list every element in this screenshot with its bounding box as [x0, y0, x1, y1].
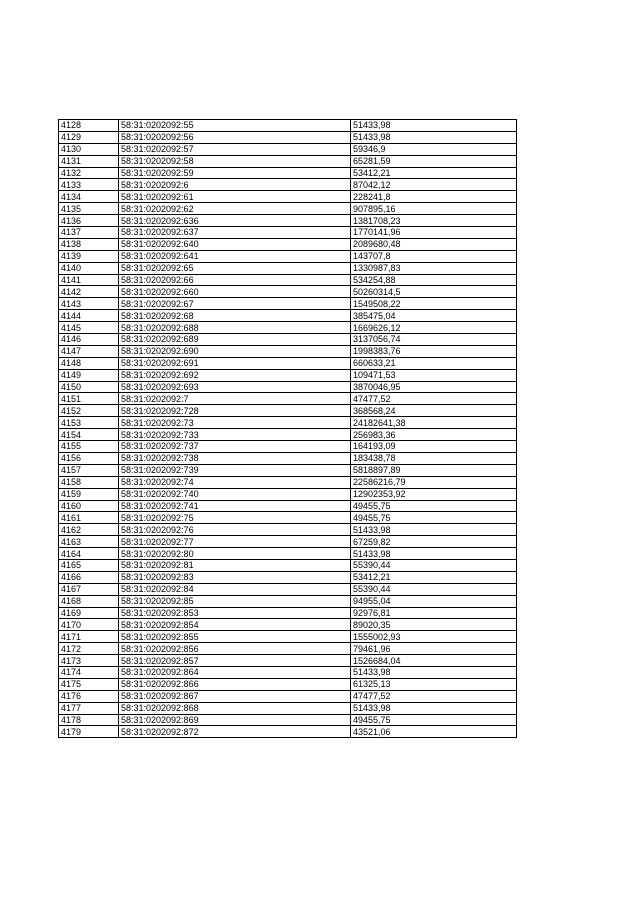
- value-cell: 67259,82: [351, 536, 517, 548]
- table-row: [59, 500, 517, 512]
- table-row: [59, 155, 517, 167]
- table-row: [59, 131, 517, 143]
- cadastral-number-cell: 58:31:0202092:691: [119, 357, 351, 369]
- cadastral-number-cell: 58:31:0202092:856: [119, 643, 351, 655]
- value-cell: 1526684,04: [351, 655, 517, 667]
- value-cell: 143707,8: [351, 250, 517, 262]
- value-cell: 164193,09: [351, 441, 517, 453]
- row-number-cell: 4179: [59, 726, 119, 738]
- cadastral-number-cell: 58:31:0202092:637: [119, 227, 351, 239]
- row-number-cell: 4152: [59, 405, 119, 417]
- row-number-cell: 4149: [59, 369, 119, 381]
- row-number-cell: 4148: [59, 357, 119, 369]
- row-number-cell: 4137: [59, 227, 119, 239]
- cadastral-number-cell: 58:31:0202092:58: [119, 155, 351, 167]
- value-cell: 368568,24: [351, 405, 517, 417]
- value-cell: 47477,52: [351, 393, 517, 405]
- row-number-cell: 4130: [59, 143, 119, 155]
- table-row: [59, 143, 517, 155]
- row-number-cell: 4163: [59, 536, 119, 548]
- cadastral-number-cell: 58:31:0202092:733: [119, 429, 351, 441]
- value-cell: 79461,96: [351, 643, 517, 655]
- cadastral-number-cell: 58:31:0202092:56: [119, 131, 351, 143]
- table-row: [59, 250, 517, 262]
- row-number-cell: 4146: [59, 334, 119, 346]
- table-row: [59, 381, 517, 393]
- table-row: [59, 286, 517, 298]
- row-number-cell: 4156: [59, 452, 119, 464]
- cadastral-number-cell: 58:31:0202092:690: [119, 345, 351, 357]
- row-number-cell: 4161: [59, 512, 119, 524]
- row-number-cell: 4173: [59, 655, 119, 667]
- table-row: [59, 702, 517, 714]
- value-cell: 53412,21: [351, 167, 517, 179]
- table-body: [59, 120, 517, 738]
- table-row: [59, 227, 517, 239]
- cadastral-number-cell: 58:31:0202092:85: [119, 595, 351, 607]
- cadastral-number-cell: 58:31:0202092:660: [119, 286, 351, 298]
- table-row: [59, 536, 517, 548]
- table-row: [59, 583, 517, 595]
- value-cell: 1549508,22: [351, 298, 517, 310]
- cadastral-number-cell: 58:31:0202092:65: [119, 262, 351, 274]
- value-cell: 53412,21: [351, 571, 517, 583]
- cadastral-number-cell: 58:31:0202092:84: [119, 583, 351, 595]
- value-cell: 47477,52: [351, 690, 517, 702]
- cadastral-number-cell: 58:31:0202092:737: [119, 441, 351, 453]
- row-number-cell: 4133: [59, 179, 119, 191]
- value-cell: 51433,98: [351, 702, 517, 714]
- table-row: [59, 417, 517, 429]
- cadastral-number-cell: 58:31:0202092:867: [119, 690, 351, 702]
- cadastral-number-cell: 58:31:0202092:739: [119, 464, 351, 476]
- cadastral-number-cell: 58:31:0202092:854: [119, 619, 351, 631]
- cadastral-number-cell: 58:31:0202092:853: [119, 607, 351, 619]
- value-cell: 3137056,74: [351, 334, 517, 346]
- value-cell: 1669626,12: [351, 322, 517, 334]
- row-number-cell: 4143: [59, 298, 119, 310]
- row-number-cell: 4129: [59, 131, 119, 143]
- value-cell: 55390,44: [351, 583, 517, 595]
- value-cell: 1381708,23: [351, 215, 517, 227]
- value-cell: 22586216,79: [351, 476, 517, 488]
- value-cell: 49455,75: [351, 714, 517, 726]
- cadastral-number-cell: 58:31:0202092:640: [119, 238, 351, 250]
- row-number-cell: 4164: [59, 548, 119, 560]
- value-cell: 65281,59: [351, 155, 517, 167]
- row-number-cell: 4141: [59, 274, 119, 286]
- row-number-cell: 4167: [59, 583, 119, 595]
- table-row: [59, 334, 517, 346]
- value-cell: 49455,75: [351, 500, 517, 512]
- row-number-cell: 4162: [59, 524, 119, 536]
- row-number-cell: 4158: [59, 476, 119, 488]
- row-number-cell: 4177: [59, 702, 119, 714]
- table-row: [59, 690, 517, 702]
- table-row: [59, 405, 517, 417]
- cadastral-number-cell: 58:31:0202092:59: [119, 167, 351, 179]
- table-row: [59, 441, 517, 453]
- row-number-cell: 4144: [59, 310, 119, 322]
- value-cell: 12902353,92: [351, 488, 517, 500]
- value-cell: 51433,98: [351, 131, 517, 143]
- cadastral-number-cell: 58:31:0202092:864: [119, 666, 351, 678]
- value-cell: 228241,8: [351, 191, 517, 203]
- value-cell: 51433,98: [351, 548, 517, 560]
- table-row: [59, 393, 517, 405]
- row-number-cell: 4145: [59, 322, 119, 334]
- table-row: [59, 488, 517, 500]
- row-number-cell: 4160: [59, 500, 119, 512]
- table-row: [59, 619, 517, 631]
- cadastral-number-cell: 58:31:0202092:6: [119, 179, 351, 191]
- table-row: [59, 512, 517, 524]
- cadastral-number-cell: 58:31:0202092:66: [119, 274, 351, 286]
- cadastral-number-cell: 58:31:0202092:857: [119, 655, 351, 667]
- value-cell: 87042,12: [351, 179, 517, 191]
- table-row: [59, 167, 517, 179]
- row-number-cell: 4142: [59, 286, 119, 298]
- value-cell: 51433,98: [351, 524, 517, 536]
- cadastral-number-cell: 58:31:0202092:77: [119, 536, 351, 548]
- cadastral-number-cell: 58:31:0202092:74: [119, 476, 351, 488]
- value-cell: 89020,35: [351, 619, 517, 631]
- table-row: [59, 238, 517, 250]
- cadastral-number-cell: 58:31:0202092:866: [119, 678, 351, 690]
- data-table: [58, 119, 517, 738]
- table-row: [59, 714, 517, 726]
- row-number-cell: 4170: [59, 619, 119, 631]
- row-number-cell: 4136: [59, 215, 119, 227]
- cadastral-number-cell: 58:31:0202092:57: [119, 143, 351, 155]
- table-row: [59, 726, 517, 738]
- value-cell: 49455,75: [351, 512, 517, 524]
- cadastral-number-cell: 58:31:0202092:55: [119, 120, 351, 132]
- table-row: [59, 595, 517, 607]
- cadastral-number-cell: 58:31:0202092:689: [119, 334, 351, 346]
- value-cell: 109471,53: [351, 369, 517, 381]
- row-number-cell: 4139: [59, 250, 119, 262]
- row-number-cell: 4134: [59, 191, 119, 203]
- table-row: [59, 524, 517, 536]
- value-cell: 660633,21: [351, 357, 517, 369]
- table-row: [59, 643, 517, 655]
- value-cell: 1330987,83: [351, 262, 517, 274]
- table-row: [59, 429, 517, 441]
- cadastral-number-cell: 58:31:0202092:738: [119, 452, 351, 464]
- row-number-cell: 4155: [59, 441, 119, 453]
- cadastral-number-cell: 58:31:0202092:872: [119, 726, 351, 738]
- row-number-cell: 4131: [59, 155, 119, 167]
- cadastral-number-cell: 58:31:0202092:741: [119, 500, 351, 512]
- row-number-cell: 4178: [59, 714, 119, 726]
- row-number-cell: 4150: [59, 381, 119, 393]
- row-number-cell: 4168: [59, 595, 119, 607]
- table-row: [59, 655, 517, 667]
- table-row: [59, 548, 517, 560]
- value-cell: 183438,78: [351, 452, 517, 464]
- table-row: [59, 607, 517, 619]
- cadastral-number-cell: 58:31:0202092:728: [119, 405, 351, 417]
- table-row: [59, 631, 517, 643]
- value-cell: 59346,9: [351, 143, 517, 155]
- table-row: [59, 357, 517, 369]
- row-number-cell: 4147: [59, 345, 119, 357]
- cadastral-number-cell: 58:31:0202092:67: [119, 298, 351, 310]
- cadastral-number-cell: 58:31:0202092:76: [119, 524, 351, 536]
- cadastral-number-cell: 58:31:0202092:636: [119, 215, 351, 227]
- table-row: [59, 191, 517, 203]
- row-number-cell: 4128: [59, 120, 119, 132]
- cadastral-number-cell: 58:31:0202092:868: [119, 702, 351, 714]
- table-row: [59, 571, 517, 583]
- value-cell: 61325,13: [351, 678, 517, 690]
- table-row: [59, 179, 517, 191]
- row-number-cell: 4140: [59, 262, 119, 274]
- value-cell: 1555002,93: [351, 631, 517, 643]
- table-row: [59, 203, 517, 215]
- value-cell: 51433,98: [351, 120, 517, 132]
- row-number-cell: 4157: [59, 464, 119, 476]
- cadastral-number-cell: 58:31:0202092:75: [119, 512, 351, 524]
- table-row: [59, 464, 517, 476]
- row-number-cell: 4135: [59, 203, 119, 215]
- row-number-cell: 4154: [59, 429, 119, 441]
- cadastral-number-cell: 58:31:0202092:740: [119, 488, 351, 500]
- value-cell: 94955,04: [351, 595, 517, 607]
- value-cell: 1770141,96: [351, 227, 517, 239]
- value-cell: 385475,04: [351, 310, 517, 322]
- table-row: [59, 322, 517, 334]
- value-cell: 51433,98: [351, 666, 517, 678]
- cadastral-number-cell: 58:31:0202092:869: [119, 714, 351, 726]
- row-number-cell: 4132: [59, 167, 119, 179]
- row-number-cell: 4159: [59, 488, 119, 500]
- row-number-cell: 4174: [59, 666, 119, 678]
- row-number-cell: 4153: [59, 417, 119, 429]
- cadastral-number-cell: 58:31:0202092:83: [119, 571, 351, 583]
- cadastral-number-cell: 58:31:0202092:62: [119, 203, 351, 215]
- value-cell: 256983,36: [351, 429, 517, 441]
- row-number-cell: 4169: [59, 607, 119, 619]
- cadastral-number-cell: 58:31:0202092:61: [119, 191, 351, 203]
- value-cell: 24182641,38: [351, 417, 517, 429]
- cadastral-number-cell: 58:31:0202092:855: [119, 631, 351, 643]
- value-cell: 5818897,89: [351, 464, 517, 476]
- table-row: [59, 262, 517, 274]
- cadastral-number-cell: 58:31:0202092:68: [119, 310, 351, 322]
- table-row: [59, 215, 517, 227]
- cadastral-number-cell: 58:31:0202092:81: [119, 559, 351, 571]
- table-row: [59, 298, 517, 310]
- table-row: [59, 559, 517, 571]
- cadastral-number-cell: 58:31:0202092:688: [119, 322, 351, 334]
- value-cell: 534254,88: [351, 274, 517, 286]
- table-row: [59, 369, 517, 381]
- table-row: [59, 678, 517, 690]
- table-row: [59, 476, 517, 488]
- table-row: [59, 345, 517, 357]
- value-cell: 3870046,95: [351, 381, 517, 393]
- row-number-cell: 4166: [59, 571, 119, 583]
- value-cell: 92976,81: [351, 607, 517, 619]
- cadastral-number-cell: 58:31:0202092:7: [119, 393, 351, 405]
- value-cell: 50260314,5: [351, 286, 517, 298]
- value-cell: 55390,44: [351, 559, 517, 571]
- table-row: [59, 274, 517, 286]
- table-row: [59, 120, 517, 132]
- value-cell: 907895,16: [351, 203, 517, 215]
- cadastral-number-cell: 58:31:0202092:641: [119, 250, 351, 262]
- row-number-cell: 4175: [59, 678, 119, 690]
- row-number-cell: 4176: [59, 690, 119, 702]
- row-number-cell: 4138: [59, 238, 119, 250]
- value-cell: 2089680,48: [351, 238, 517, 250]
- cadastral-number-cell: 58:31:0202092:80: [119, 548, 351, 560]
- row-number-cell: 4171: [59, 631, 119, 643]
- row-number-cell: 4165: [59, 559, 119, 571]
- table-row: [59, 452, 517, 464]
- row-number-cell: 4172: [59, 643, 119, 655]
- cadastral-number-cell: 58:31:0202092:692: [119, 369, 351, 381]
- cadastral-number-cell: 58:31:0202092:73: [119, 417, 351, 429]
- cadastral-number-cell: 58:31:0202092:693: [119, 381, 351, 393]
- value-cell: 1998383,76: [351, 345, 517, 357]
- row-number-cell: 4151: [59, 393, 119, 405]
- table-row: [59, 666, 517, 678]
- value-cell: 43521,06: [351, 726, 517, 738]
- table-row: [59, 310, 517, 322]
